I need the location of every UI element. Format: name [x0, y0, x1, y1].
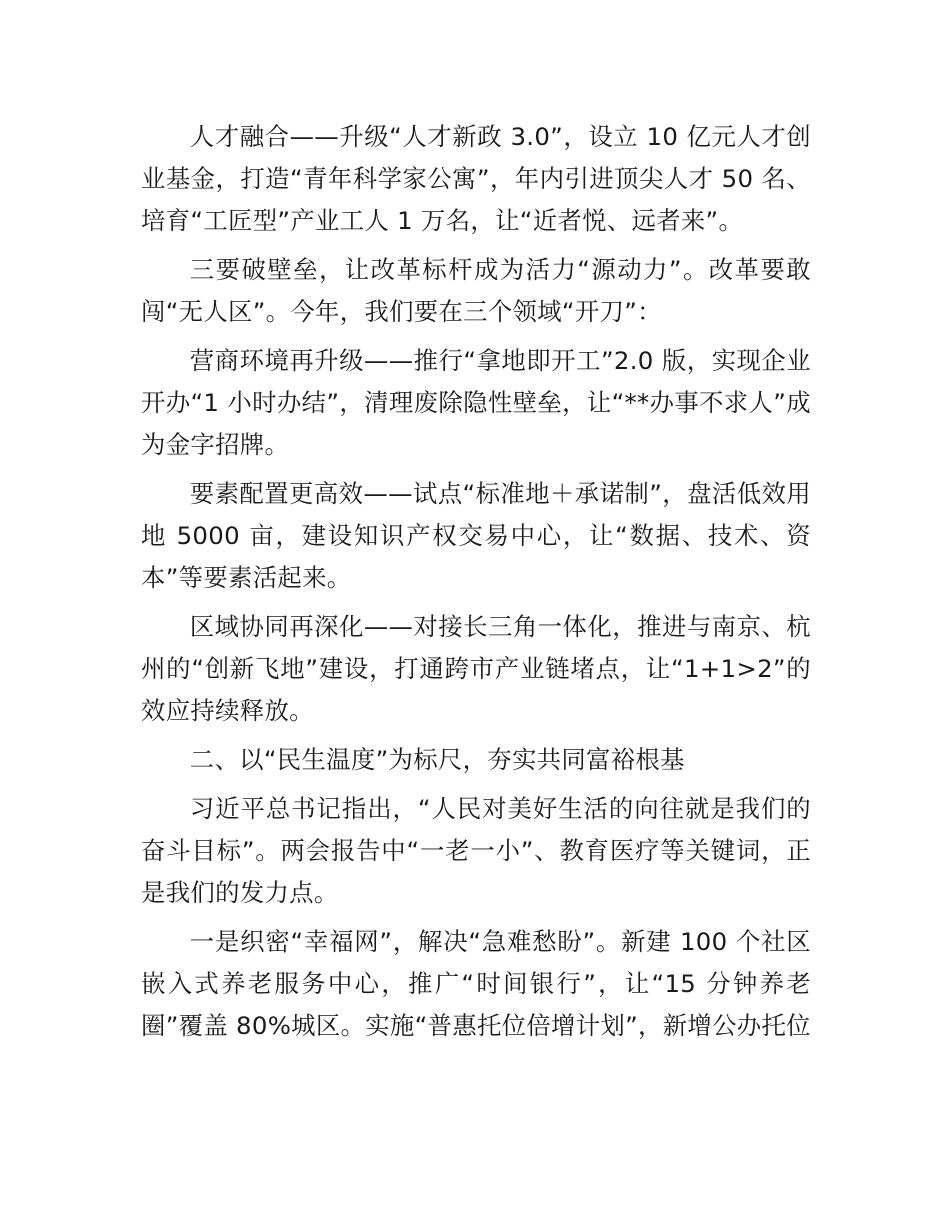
paragraph-quote: 习近平总书记指出，“人民对美好生活的向往就是我们的奋斗目标”。两会报告中“一老一小”、教育医疗等关键词，正是我们的发力点。: [141, 794, 811, 907]
paragraph-happiness-network: 一是织密“幸福网”，解决“急难愁盼”。新建 100 个社区嵌入式养老服务中心，推广“时间银行”，让“15 分钟养老圈”覆盖 80%城区。实施“普惠托位倍增计划”，新增公办托位: [141, 927, 811, 1040]
paragraph-talent-integration: 人才融合——升级“人才新政 3.0”，设立 10 亿元人才创业基金，打造“青年科学家公寓”，年内引进顶尖人才 50 名、培育“工匠型”产业工人 1 万名，让“近者悦、远者来”。: [141, 122, 811, 235]
paragraph-factor-allocation: 要素配置更高效——试点“标准地＋承诺制”，盘活低效用地 5000 亩，建设知识产权交易中心，让“数据、技术、资本”等要素活起来。: [141, 479, 811, 592]
paragraph-break-barriers: 三要破壁垒，让改革标杆成为活力“源动力”。改革要敢闯“无人区”。今年，我们要在三个领域“开刀”：: [141, 255, 811, 326]
section-heading-livelihood: 二、以“民生温度”为标尺，夯实共同富裕根基: [189, 745, 685, 774]
document-body: [141, 116, 811, 1054]
paragraph-regional-coordination: 区域协同再深化——对接长三角一体化，推进与南京、杭州的“创新飞地”建设，打通跨市产业链堵点，让“1+1>2”的效应持续释放。: [141, 612, 811, 725]
paragraph-business-environment: 营商环境再升级——推行“拿地即开工”2.0 版，实现企业开办“1 小时办结”，清理废除隐性壁垒，让“**办事不求人”成为金字招牌。: [141, 346, 811, 459]
